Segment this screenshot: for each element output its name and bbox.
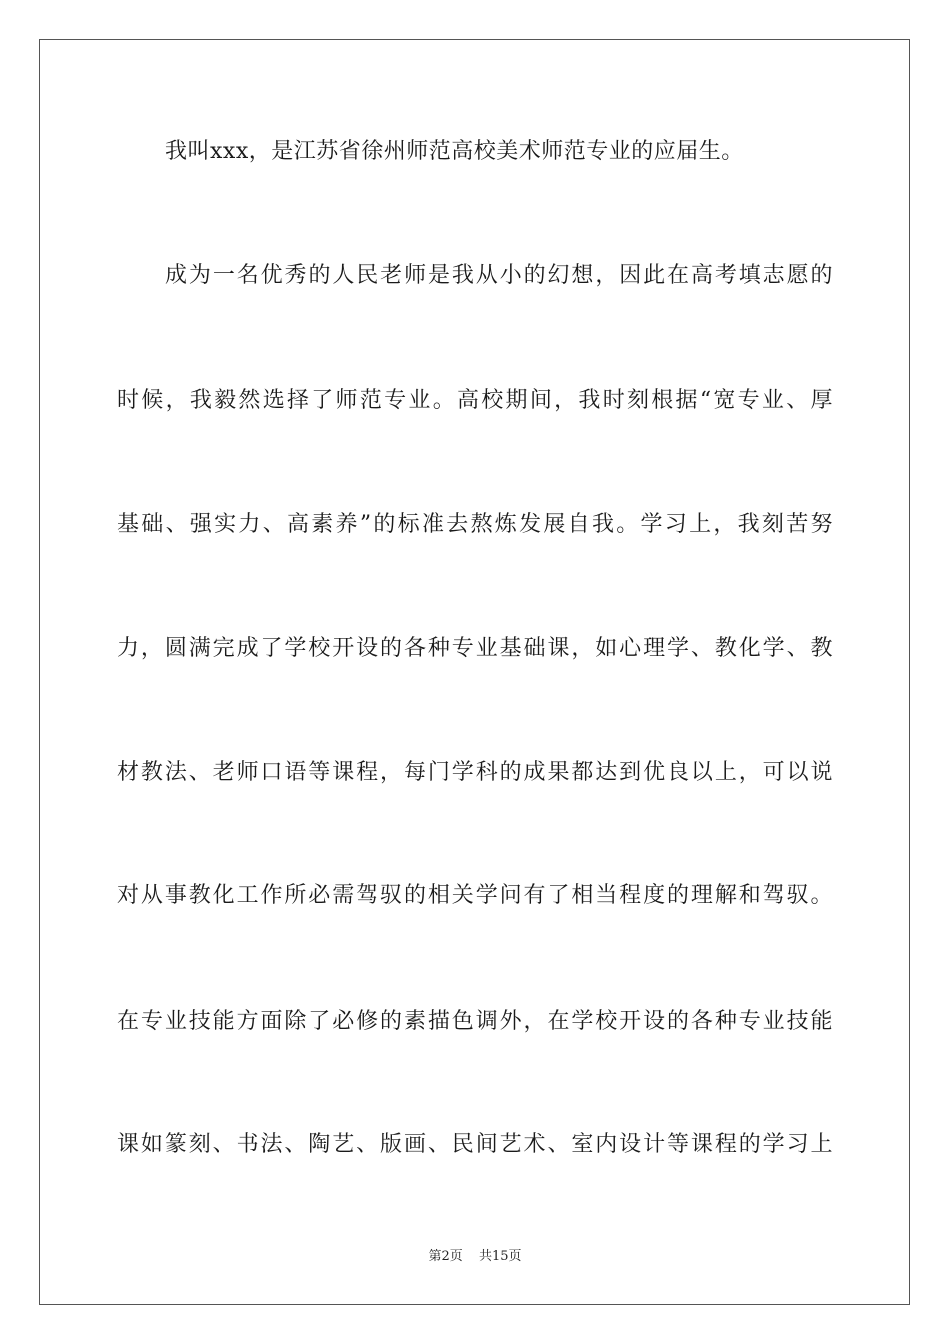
paragraph-line-9: 课如篆刻、书法、陶艺、版画、民间艺术、室内设计等课程的学习上 <box>117 1132 833 1157</box>
paragraph-line-8: 在专业技能方面除了必修的素描色调外，在学校开设的各种专业技能 <box>117 1009 833 1034</box>
paragraph-line-6: 材教法、老师口语等课程，每门学科的成果都达到优良以上，可以说 <box>117 760 833 785</box>
paragraph-line-1: 我叫xxx，是江苏省徐州师范高校美术师范专业的应届生。 <box>165 139 744 164</box>
page-number: 第2页 <box>428 1249 463 1264</box>
page-border <box>39 39 910 1305</box>
paragraph-line-2: 成为一名优秀的人民老师是我从小的幻想，因此在高考填志愿的 <box>165 263 833 288</box>
page-total: 共15页 <box>478 1249 522 1264</box>
paragraph-line-4: 基础、强实力、高素养”的标准去熬炼发展自我。学习上，我刻苦努 <box>117 512 833 537</box>
paragraph-line-3: 时候，我毅然选择了师范专业。高校期间，我时刻根据“宽专业、厚 <box>117 388 833 413</box>
paragraph-line-7: 对从事教化工作所必需驾驭的相关学问有了相当程度的理解和驾驭。 <box>117 883 833 908</box>
page-footer <box>0 1248 950 1266</box>
paragraph-line-5: 力，圆满完成了学校开设的各种专业基础课，如心理学、教化学、教 <box>117 636 833 661</box>
